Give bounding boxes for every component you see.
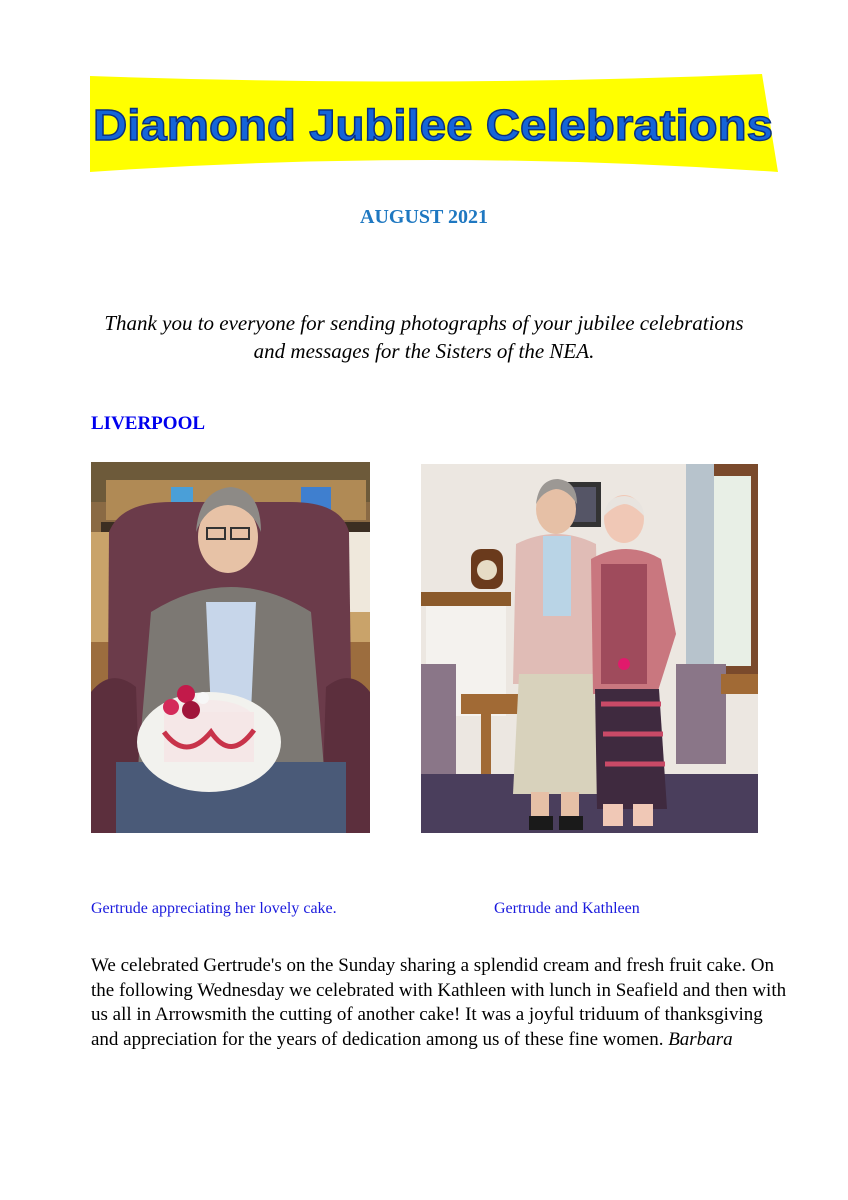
intro-line-2: and messages for the Sisters of the NEA.: [253, 339, 595, 363]
issue-month: AUGUST 2021: [360, 206, 488, 228]
photo-caption-2: Gertrude and Kathleen: [494, 900, 640, 917]
article-signature: Barbara: [668, 1028, 733, 1050]
article-text: We celebrated Gertrude's on the Sunday sharing a splendid cream and fresh fruit cake. On the following Wednesday we celebrated with Kathleen with lunch in Seafield and then with us all in Arrowsmith the cutting of another cake! It was a joyful triduum of thanksgiving and appreciation for the years of dedication among us of these fine women.: [91, 955, 787, 1050]
intro-text: [60, 309, 788, 365]
section-heading: LIVERPOOL: [91, 413, 206, 434]
intro-line-1: Thank you to everyone for sending photographs of your jubilee celebrations: [104, 311, 744, 335]
title-banner: [88, 74, 778, 174]
banner-title: Diamond Jubilee Celebrations: [93, 101, 773, 150]
photo-caption-1: Gertrude appreciating her lovely cake.: [91, 900, 337, 917]
article-body: [91, 954, 791, 1052]
photo-gertrude-cake: [91, 462, 370, 833]
title-banner-graphic: [88, 74, 778, 174]
photo-gertrude-kathleen: [421, 464, 758, 833]
